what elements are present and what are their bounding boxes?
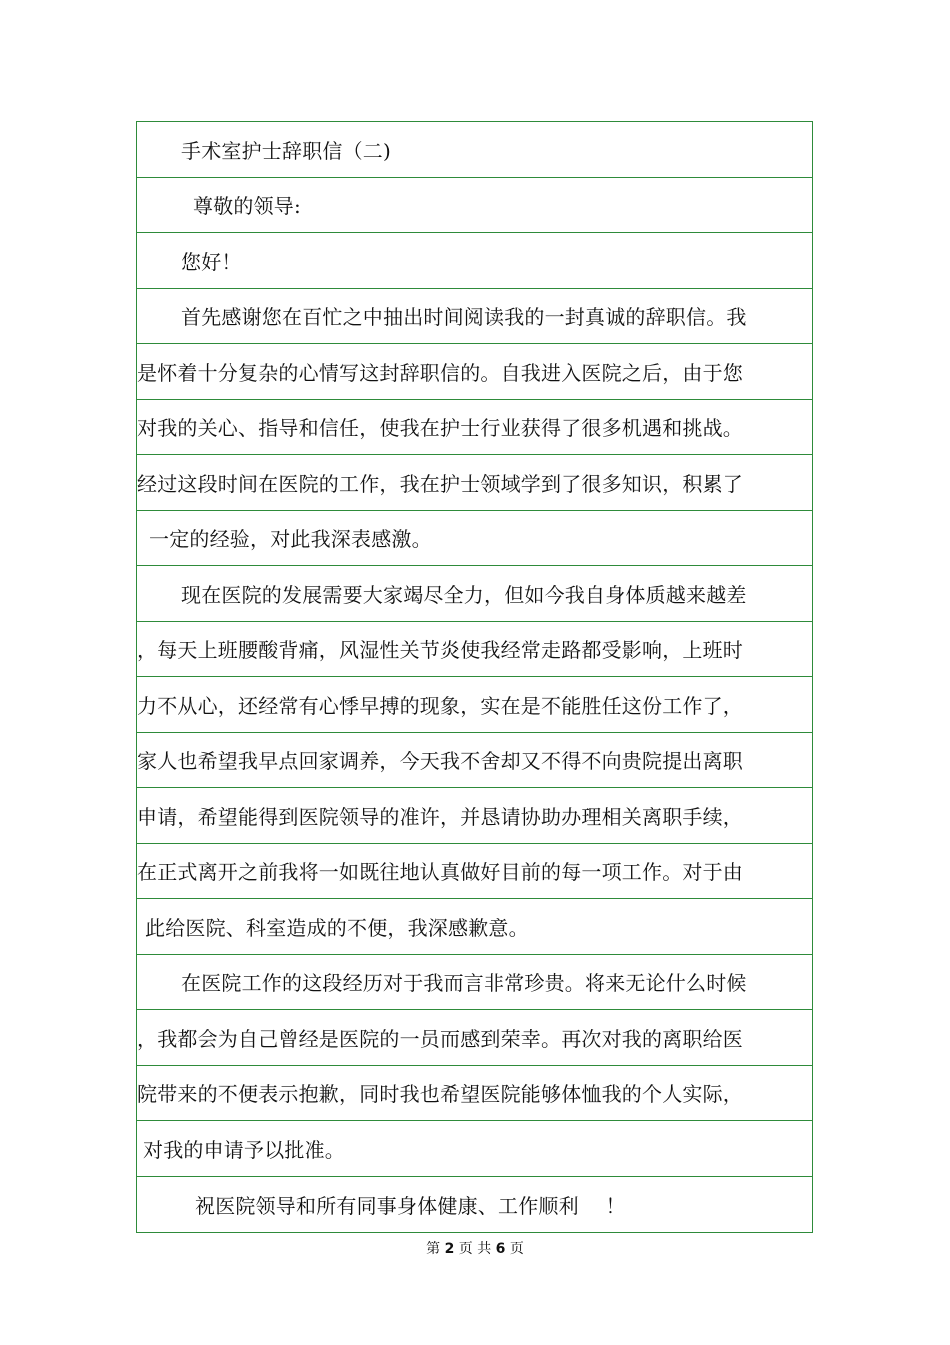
letter-line-text: 此给医院、科室造成的不便，我深感歉意。: [145, 915, 529, 940]
letter-line: [137, 566, 812, 622]
letter-line-text: 一定的经验，对此我深表感激。: [149, 527, 432, 552]
footer-suffix: 页: [509, 1241, 524, 1257]
current-page-number: 2: [444, 1241, 455, 1257]
letter-line-text: 对我的关心、指导和信任，使我在护士行业获得了很多机遇和挑战。: [137, 416, 743, 441]
letter-line-text: 对我的申请予以批准。: [143, 1137, 345, 1162]
letter-line-text: 在正式离开之前我将一如既往地认真做好目前的每一项工作。对于由: [137, 860, 743, 885]
footer-prefix: 第: [426, 1241, 441, 1257]
letter-line-text: 是怀着十分复杂的心情写这封辞职信的。自我进入医院之后，由于您: [137, 360, 743, 385]
letter-line: [137, 122, 812, 178]
letter-line-text: 申请，希望能得到医院领导的准许，并恳请协助办理相关离职手续，: [137, 804, 743, 829]
letter-line-text: 您好！: [181, 249, 242, 274]
letter-line: [137, 1010, 812, 1066]
letter-line: [137, 511, 812, 567]
letter-line-text: 现在医院的发展需要大家竭尽全力，但如今我自身体质越来越差: [181, 582, 747, 607]
letter-line-text: 在医院工作的这段经历对于我而言非常珍贵。将来无论什么时候: [181, 971, 747, 996]
letter-line-text: 手术室护士辞职信（二): [181, 138, 392, 163]
letter-line: [137, 622, 812, 678]
letter-line: [137, 289, 812, 345]
letter-line-text: ，我都会为自己曾经是医院的一员而感到荣幸。再次对我的离职给医: [137, 1026, 743, 1051]
letter-line-text: 经过这段时间在医院的工作，我在护士领域学到了很多知识，积累了: [137, 471, 743, 496]
letter-line: [137, 844, 812, 900]
letter-line-text: ，每天上班腰酸背痛，风湿性关节炎使我经常走路都受影响，上班时: [137, 638, 743, 663]
letter-line: [137, 1177, 812, 1233]
letter-line: [137, 233, 812, 289]
page-footer: [0, 1238, 950, 1258]
letter-line-text: 力不从心，还经常有心悸早搏的现象，实在是不能胜任这份工作了，: [137, 693, 743, 718]
letter-line: [137, 400, 812, 456]
letter-line: [137, 344, 812, 400]
total-page-number: 6: [495, 1241, 506, 1257]
letter-line: [137, 178, 812, 234]
letter-line-text: 祝医院领导和所有同事身体健康、工作顺利 ！: [195, 1193, 626, 1218]
letter-table: [136, 121, 813, 1233]
letter-line: [137, 455, 812, 511]
letter-line-text: 家人也希望我早点回家调养，今天我不舍却又不得不向贵院提出离职: [137, 749, 743, 774]
letter-line: [137, 1066, 812, 1122]
letter-line-text: 院带来的不便表示抱歉，同时我也希望医院能够体恤我的个人实际，: [137, 1082, 743, 1107]
letter-line: [137, 955, 812, 1011]
letter-line: [137, 677, 812, 733]
letter-line-text: 尊敬的领导:: [193, 194, 301, 219]
footer-middle: 页 共: [458, 1241, 492, 1257]
letter-line-text: 首先感谢您在百忙之中抽出时间阅读我的一封真诚的辞职信。我: [181, 305, 747, 330]
letter-line: [137, 733, 812, 789]
letter-line: [137, 899, 812, 955]
letter-line: [137, 788, 812, 844]
letter-line: [137, 1121, 812, 1177]
